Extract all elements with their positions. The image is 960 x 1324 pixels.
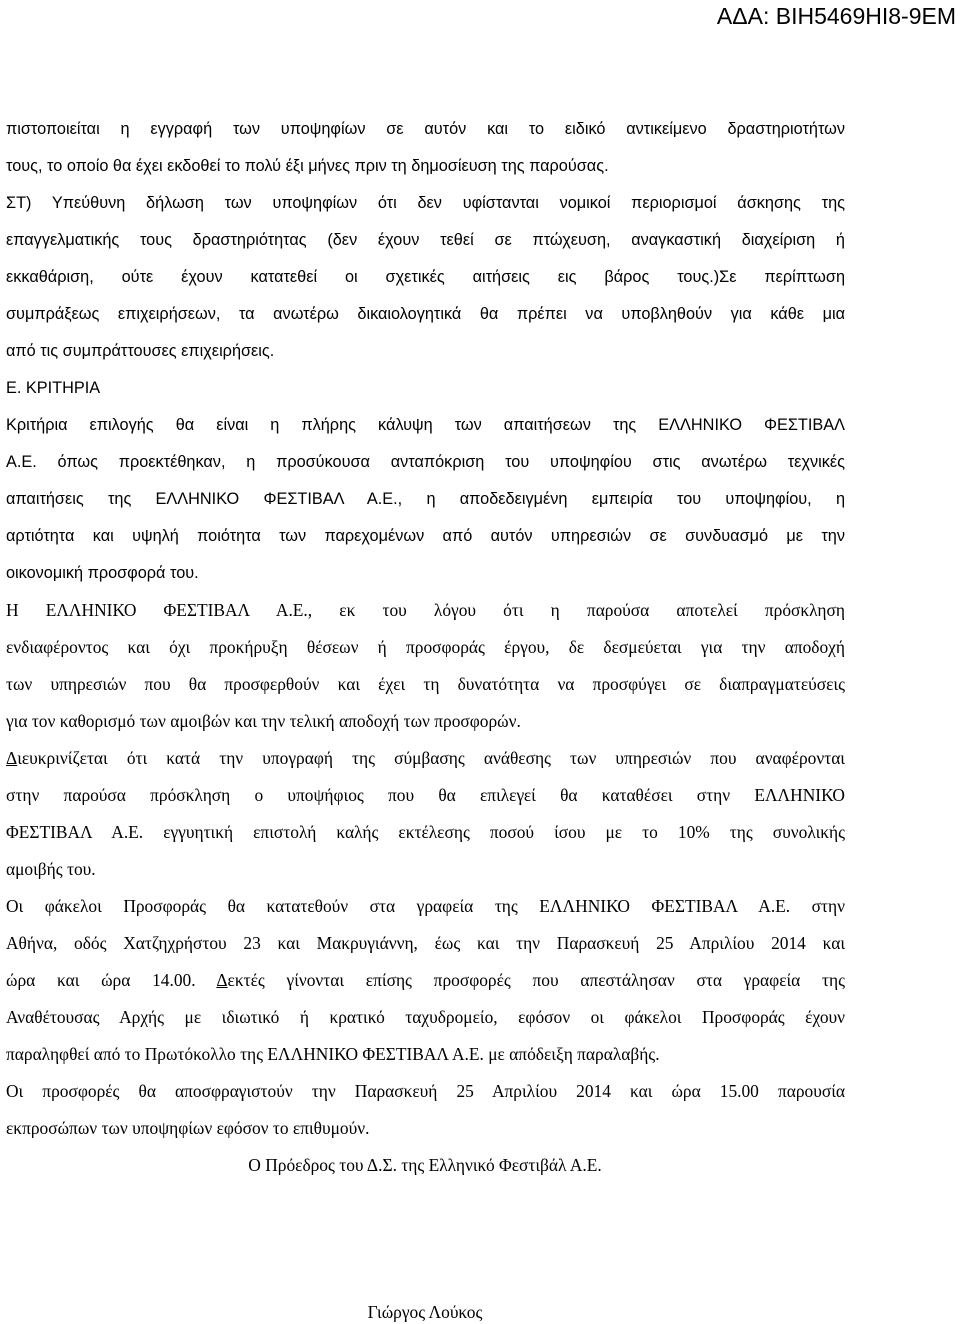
body-line-7: από τις συμπράττουσες επιχειρήσεις. [6, 342, 275, 360]
offers-line-5: παραληφθεί από το Πρωτόκολλο της ΕΛΛΗΝΙΚΟ ΦΕΣΤΙΒΑΛ Α.Ε. με απόδειξη παραλαβής. [6, 1044, 660, 1064]
offers-line-1: Οι φάκελοι Προσφοράς θα κατατεθούν στα γραφεία της ΕΛΛΗΝΙΚΟ ΦΕΣΤΙΒΑΛ Α.Ε. στην [6, 896, 845, 916]
body-line-3: ΣΤ) Υπεύθυνη δήλωση των υποψηφίων ότι δεν υφίστανται νομικοί περιορισμοί άσκησης της [6, 194, 845, 212]
body-line-4: επαγγελματικής τους δραστηριότητας (δεν έχουν τεθεί σε πτώχευση, αναγκαστική διαχείριση ή [6, 231, 845, 249]
body-line-16: των υπηρεσιών που θα προσφερθούν και έχει τη δυνατότητα να προσφύγει σε διαπραγματεύσεις [6, 674, 845, 694]
body-line-2: τους, το οποίο θα έχει εκδοθεί το πολύ έξι μήνες πριν τη δημοσίευση της παρούσας. [6, 157, 609, 175]
opening-line-1: Οι προσφορές θα αποσφραγιστούν την Παρασκευή 25 Απριλίου 2014 και ώρα 15.00 παρουσία [6, 1081, 845, 1101]
body-line-11: απαιτήσεις της ΕΛΛΗΝΙΚΟ ΦΕΣΤΙΒΑΛ Α.Ε., η αποδεδειγμένη εμπειρία του υποψηφίου, η [6, 490, 845, 508]
body-line-17: για τον καθορισμό των αμοιβών και την τελική αποδοχή των προσφορών. [6, 711, 521, 731]
ada-code: ΑΔΑ: ΒΙΗ5469ΗΙ8-9ΕΜ [716, 3, 956, 29]
offers-line-2: Αθήνα, οδός Χατζηχρήστου 23 και Μακρυγιάννη, έως και την Παρασκευή 25 Απριλίου 2014 και [6, 933, 845, 953]
body-line-6: συμπράξεως επιχειρήσεων, τα ανωτέρω δικαιολογητικά θα πρέπει να υποβληθούν για κάθε μια [6, 305, 845, 323]
body-line-15: ενδιαφέροντος και όχι προκήρυξη θέσεων ή προσφοράς έργου, δε δεσμεύεται για την αποδοχή [6, 637, 845, 657]
body-line-10: Α.Ε. όπως προεκτέθηκαν, η προσύκουσα ανταπόκριση του υποψηφίου στις ανωτέρω τεχνικές [6, 453, 845, 471]
section-heading-criteria: Ε. ΚΡΙΤΗΡΙΑ [6, 379, 101, 397]
clarify-line-4: αμοιβής του. [6, 859, 96, 879]
clarify-line-2: στην παρούσα πρόσκληση ο υποψήφιος που θα επιλεγεί θα καταθέσει στην ΕΛΛΗΝΙΚΟ [6, 785, 845, 805]
offers-line-3-part-b: εκτές γίνονται επίσης προσφορές που απεστάλησαν στα γραφεία της [227, 970, 845, 990]
offers-line-3-part-a: ώρα και ώρα 14.00. [6, 970, 217, 990]
signature-name: Γιώργος Λούκος [367, 1302, 483, 1322]
clarify-initial: Δ [6, 748, 18, 768]
offers-initial: Δ [216, 970, 228, 990]
body-line-1: πιστοποιείται η εγγραφή των υποψηφίων σε αυτόν και το ειδικό αντικείμενο δραστηριοτήτων [6, 120, 845, 138]
body-line-9: Κριτήρια επιλογής θα είναι η πλήρης κάλυψη των απαιτήσεων της ΕΛΛΗΝΙΚΟ ΦΕΣΤΙΒΑΛ [6, 416, 845, 434]
opening-line-2: εκπροσώπων των υποψηφίων εφόσον το επιθυμούν. [6, 1118, 370, 1138]
body-line-12: αρτιότητα και υψηλή ποιότητα των παρεχομένων από αυτόν υπηρεσιών σε συνδυασμό με την [6, 527, 845, 545]
clarify-line-3: ΦΕΣΤΙΒΑΛ Α.Ε. εγγυητική επιστολή καλής εκτέλεσης ποσού ίσου με το 10% της συνολικής [6, 822, 845, 842]
body-line-13: οικονομική προσφορά του. [6, 564, 199, 582]
body-line-14: Η ΕΛΛΗΝΙΚΟ ΦΕΣΤΙΒΑΛ Α.Ε., εκ του λόγου ότι η παρούσα αποτελεί πρόσκληση [6, 600, 845, 620]
clarify-line-1 [6, 746, 845, 770]
offers-line-3 [6, 968, 845, 992]
offers-line-4: Αναθέτουσας Αρχής με ιδιωτικό ή κρατικό ταχυδρομείο, εφόσον οι φάκελοι Προσφοράς έχουν [6, 1007, 845, 1027]
body-line-5: εκκαθάριση, ούτε έχουν κατατεθεί οι σχετικές αιτήσεις εις βάρος τους.)Σε περίπτωση [6, 268, 845, 286]
signature-title: Ο Πρόεδρος του Δ.Σ. της Ελληνικό Φεστιβάλ Α.Ε. [248, 1155, 602, 1175]
clarify-line-1-text: ιευκρινίζεται ότι κατά την υπογραφή της σύμβασης ανάθεσης των υπηρεσιών που αναφέρονται [17, 748, 845, 768]
